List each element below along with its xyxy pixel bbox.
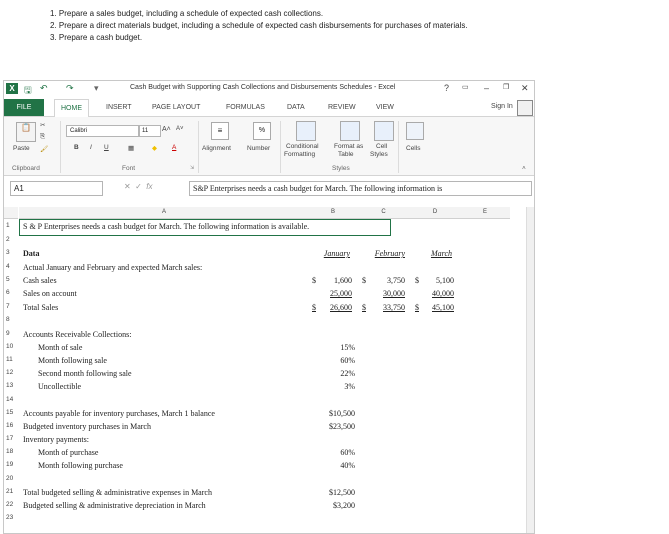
alignment-icon[interactable]: ≡ (211, 122, 229, 140)
cell-b5[interactable]: 1,600 (334, 276, 352, 285)
tab-formulas[interactable]: FORMULAS (226, 104, 265, 111)
cell-b13[interactable]: 3% (344, 382, 355, 391)
font-group-label: Font (122, 165, 136, 172)
cell-a17[interactable]: Inventory payments: (23, 435, 89, 444)
cell-a10[interactable]: Month of sale (38, 343, 83, 352)
cell-b21[interactable]: $12,500 (329, 488, 355, 497)
row-header[interactable]: 9 (6, 330, 10, 337)
row-header[interactable]: 16 (6, 422, 14, 429)
paste-icon[interactable]: 📋 (16, 122, 36, 142)
format-painter-icon[interactable]: 🖌 (40, 146, 49, 153)
borders-icon[interactable]: ▦ (128, 145, 135, 152)
cell-a5[interactable]: Cash sales (23, 276, 57, 285)
underline-button[interactable]: U (104, 144, 109, 151)
help-button[interactable]: ? (444, 83, 450, 93)
column-header-a[interactable]: A (19, 207, 309, 219)
ribbon-display-icon[interactable]: ▭ (462, 84, 469, 91)
divider (398, 121, 399, 173)
customize-toolbar-icon[interactable]: ▾ (94, 83, 99, 93)
cell-d5[interactable]: 5,100 (436, 276, 454, 285)
cell-c3[interactable]: February (374, 249, 405, 258)
instruction-2: 2. Prepare a direct materials budget, including a schedule of expected cash disbursements for purchases of materials. (50, 21, 468, 30)
row-header[interactable]: 1 (6, 222, 10, 229)
divider (198, 121, 199, 173)
currency-symbol: $ (415, 303, 419, 312)
conditional-formatting-label: Formatting (284, 151, 316, 158)
font-color-icon[interactable]: A (172, 144, 177, 151)
row-header[interactable]: 5 (6, 276, 10, 283)
ribbon (4, 117, 534, 176)
instruction-3: 3. Prepare a cash budget. (50, 33, 143, 42)
cell-b16[interactable]: $23,500 (329, 422, 355, 431)
row-header[interactable]: 21 (6, 488, 14, 495)
divider (280, 121, 281, 173)
styles-group-label: Styles (332, 165, 350, 172)
save-icon[interactable]: 🖫 (24, 85, 32, 95)
cell-c7[interactable]: 33,750 (383, 303, 405, 312)
cell-a21[interactable]: Total budgeted selling & administrative expenses in March (23, 488, 212, 497)
tab-data[interactable]: DATA (287, 104, 305, 111)
row-header[interactable]: 17 (6, 435, 14, 442)
avatar[interactable] (517, 100, 533, 116)
collapse-ribbon-icon[interactable]: ˄ (522, 165, 526, 172)
row-header[interactable]: 11 (6, 356, 13, 363)
row-header[interactable]: 22 (6, 501, 14, 508)
cell-b18[interactable]: 60% (340, 448, 355, 457)
cell-a22[interactable]: Budgeted selling & administrative depreciation in March (23, 501, 206, 510)
redo-icon[interactable]: ↷ (66, 83, 74, 93)
spreadsheet-grid[interactable] (4, 207, 534, 533)
row-header[interactable]: 7 (6, 303, 10, 310)
cell-b12[interactable]: 22% (340, 369, 355, 378)
cell-styles-button[interactable]: Cell (376, 143, 388, 150)
cell-c6[interactable]: 30,000 (383, 289, 405, 298)
tab-home[interactable]: HOME (54, 99, 89, 118)
cell-styles-icon[interactable] (374, 121, 394, 141)
cell-a12[interactable]: Second month following sale (38, 369, 132, 378)
formula-bar (4, 179, 534, 198)
cell-d7[interactable]: 45,100 (432, 303, 454, 312)
undo-icon[interactable]: ↶ (40, 83, 48, 93)
ribbon-tabs (4, 99, 534, 117)
grow-font-icon[interactable]: A˄ (162, 126, 171, 133)
row-header[interactable]: 3 (6, 249, 10, 256)
row-header[interactable]: 2 (6, 236, 10, 243)
cell-d3[interactable]: March (430, 249, 452, 258)
conditional-formatting-button[interactable]: Conditional (286, 143, 319, 150)
tab-page-layout[interactable]: PAGE LAYOUT (152, 104, 201, 111)
currency-symbol: $ (362, 303, 366, 312)
cells-icon[interactable] (406, 122, 424, 140)
tab-insert[interactable]: INSERT (106, 104, 132, 111)
cell-b10[interactable]: 15% (340, 343, 355, 352)
row-header[interactable]: 13 (6, 382, 14, 389)
cell-a1[interactable]: S & P Enterprises needs a cash budget for March. The following information is available. (23, 222, 310, 231)
italic-button[interactable]: I (90, 144, 92, 151)
cell-a16[interactable]: Budgeted inventory purchases in March (23, 422, 151, 431)
tab-view[interactable]: VIEW (376, 104, 394, 111)
cell-styles-label: Styles (370, 151, 388, 158)
cell-a9[interactable]: Accounts Receivable Collections: (23, 330, 132, 339)
row-header[interactable]: 6 (6, 289, 10, 296)
row-header[interactable]: 8 (6, 316, 10, 323)
shrink-font-icon[interactable]: A˅ (176, 126, 184, 132)
column-header-e[interactable]: E (460, 207, 510, 219)
cell-b19[interactable]: 40% (340, 461, 355, 470)
currency-symbol: $ (362, 276, 366, 285)
window-title: Cash Budget with Supporting Cash Collections and Disbursements Schedules - Excel (130, 84, 396, 91)
row-header[interactable]: 4 (6, 263, 10, 270)
cell-b22[interactable]: $3,200 (333, 501, 355, 510)
cell-a7[interactable]: Total Sales (23, 303, 59, 312)
paste-button[interactable]: Paste (13, 145, 30, 152)
row-header[interactable]: 10 (6, 343, 14, 350)
cell-a11[interactable]: Month following sale (38, 356, 107, 365)
currency-symbol: $ (312, 276, 316, 285)
divider (60, 121, 61, 173)
format-as-table-icon[interactable] (340, 121, 360, 141)
cell-a15[interactable]: Accounts payable for inventory purchases, March 1 balance (23, 409, 215, 418)
row-header[interactable]: 14 (6, 396, 14, 403)
cell-b11[interactable]: 60% (340, 356, 355, 365)
cell-a3[interactable]: Data (23, 249, 40, 258)
column-header-b[interactable]: B (309, 207, 357, 219)
row-header[interactable]: 18 (6, 448, 14, 455)
cell-b6[interactable]: 25,000 (330, 289, 352, 298)
cell-a13[interactable]: Uncollectible (38, 382, 82, 391)
formula-input[interactable]: S&P Enterprises needs a cash budget for March. The following information is (189, 181, 532, 196)
cell-a6[interactable]: Sales on account (23, 289, 77, 298)
currency-symbol: $ (312, 303, 316, 312)
format-as-table-label: Table (338, 151, 354, 158)
cells-button[interactable]: Cells (406, 145, 421, 152)
cell-b3[interactable]: January (323, 249, 350, 258)
row-header[interactable]: 15 (6, 409, 14, 416)
cut-icon[interactable]: ✂ (40, 122, 46, 129)
title-bar (4, 81, 534, 97)
copy-icon[interactable]: ⎘ (40, 133, 46, 140)
select-all-corner[interactable] (4, 207, 18, 219)
cell-d6[interactable]: 40,000 (432, 289, 454, 298)
row-header[interactable]: 19 (6, 461, 14, 468)
row-header[interactable]: 12 (6, 369, 14, 376)
name-box[interactable]: A1 (10, 181, 103, 196)
vertical-scrollbar[interactable] (526, 207, 535, 533)
sign-in-link[interactable]: Sign In (491, 103, 513, 110)
row-header[interactable]: 23 (6, 514, 14, 521)
row-header[interactable]: 20 (6, 475, 14, 482)
font-name-select[interactable]: Calibri (66, 125, 139, 137)
formula-bar-buttons[interactable]: ✕ ✓ fx (124, 182, 153, 191)
minimize-button[interactable]: – (484, 83, 490, 93)
cell-c5[interactable]: 3,750 (387, 276, 405, 285)
tab-review[interactable]: REVIEW (328, 104, 356, 111)
instructions-list (40, 8, 468, 44)
cell-b15[interactable]: $10,500 (329, 409, 355, 418)
font-size-select[interactable]: 11 (139, 125, 161, 137)
format-as-table-button[interactable]: Format as (334, 143, 364, 150)
cell-a19[interactable]: Month following purchase (38, 461, 123, 470)
restore-icon[interactable]: ❐ (503, 84, 510, 91)
column-header-d[interactable]: D (410, 207, 460, 219)
cell-a18[interactable]: Month of purchase (38, 448, 99, 457)
cell-a4[interactable]: Actual January and February and expected March sales: (23, 263, 203, 272)
close-button[interactable]: ✕ (521, 83, 529, 93)
font-dialog-launcher-icon[interactable]: ⇲ (190, 165, 195, 171)
excel-logo-icon: X (6, 83, 18, 94)
percent-icon[interactable]: % (253, 122, 271, 140)
number-button[interactable]: Number (247, 145, 271, 152)
fill-color-icon[interactable]: ◆ (152, 145, 157, 152)
cell-b7[interactable]: 26,600 (330, 303, 352, 312)
tab-file[interactable]: FILE (4, 99, 44, 116)
clipboard-group-label: Clipboard (12, 165, 40, 172)
column-header-c[interactable]: C (357, 207, 410, 219)
bold-button[interactable]: B (74, 144, 79, 151)
instruction-1: 1. Prepare a sales budget, including a schedule of expected cash collections. (50, 9, 324, 18)
conditional-formatting-icon[interactable] (296, 121, 316, 141)
currency-symbol: $ (415, 276, 419, 285)
excel-window (3, 80, 535, 534)
alignment-button[interactable]: Alignment (202, 145, 231, 152)
